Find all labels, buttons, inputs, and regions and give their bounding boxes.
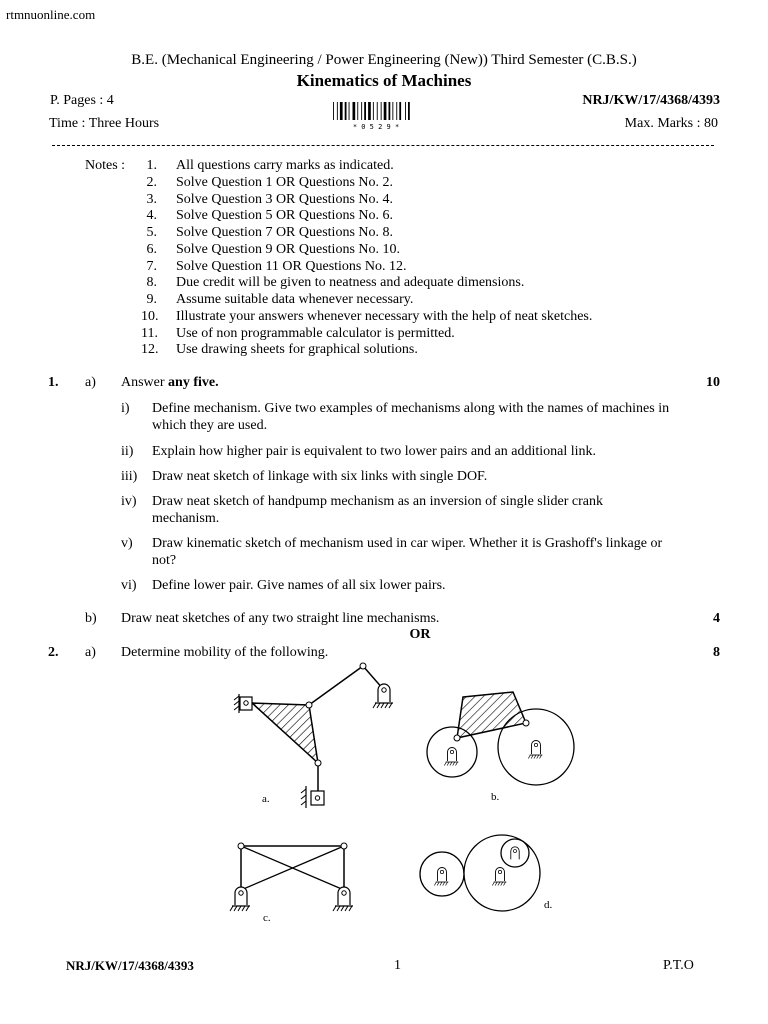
figure-b-label: b.: [491, 791, 500, 803]
q1b-label: b): [85, 611, 97, 626]
note-text: Assume suitable data whenever necessary.: [176, 292, 414, 307]
note-text: Due credit will be given to neatness and adequate dimensions.: [176, 275, 525, 291]
max-marks: Max. Marks : 80: [624, 116, 718, 131]
note-number: 6.: [146, 241, 157, 257]
note-text: Solve Question 5 OR Questions No. 6.: [176, 208, 393, 224]
notes-label: Notes :: [85, 158, 126, 173]
subpart-text: Define lower pair. Give names of all six lower pairs.: [152, 578, 446, 593]
subpart-text: Draw neat sketch of handpump mechanism as an inversion of single slider crank mechanism.: [152, 494, 603, 526]
subpart-text: Draw kinematic sketch of mechanism used in car wiper. Whether it is Grashoff's linkage or not?: [152, 536, 663, 568]
note-number: 8.: [146, 275, 157, 291]
note-text: Solve Question 1 OR Questions No. 2.: [176, 174, 393, 190]
q1-number: 1.: [48, 375, 59, 390]
note-text: Solve Question 9 OR Questions No. 10.: [176, 241, 400, 257]
note-text: Solve Question 3 OR Questions No. 4.: [176, 191, 393, 207]
note-number: 1.: [146, 158, 157, 173]
note-number: 5.: [146, 225, 157, 240]
paper-code: NRJ/KW/17/4368/4393: [582, 93, 720, 108]
or-separator: OR: [409, 627, 431, 642]
subpart-number: i): [121, 401, 130, 416]
note-text: All questions carry marks as indicated.: [176, 158, 394, 173]
figure-d: [420, 835, 540, 911]
subpart-text: Draw neat sketch of linkage with six links with single DOF.: [152, 469, 488, 484]
figure-c: [230, 843, 353, 911]
note-text: Use drawing sheets for graphical solutions.: [176, 342, 418, 358]
note-text: Use of non programmable calculator is permitted.: [176, 325, 455, 341]
note-number: 4.: [146, 208, 157, 224]
note-text: Solve Question 11 OR Questions No. 12.: [176, 258, 407, 274]
q1a-label: a): [85, 375, 96, 390]
q1b-text: Draw neat sketches of any two straight line mechanisms.: [121, 611, 440, 626]
subpart-number: v): [121, 536, 133, 551]
site-url[interactable]: rtmnuonline.com: [6, 7, 96, 22]
q2a-marks: 8: [713, 645, 720, 660]
note-number: 10.: [141, 308, 159, 324]
barcode-text: * 0 5 2 9 *: [352, 123, 400, 130]
note-number: 3.: [146, 191, 157, 207]
subject-title: Kinematics of Machines: [296, 71, 472, 90]
figure-d-label: d.: [544, 899, 553, 911]
figure-c-label: c.: [263, 912, 271, 924]
figure-b: [427, 692, 574, 785]
pages-count: P. Pages : 4: [50, 93, 114, 108]
page-number: 1: [394, 958, 401, 973]
subpart-number: ii): [121, 444, 134, 459]
note-number: 12.: [141, 342, 159, 358]
footer-code: NRJ/KW/17/4368/4393: [66, 958, 194, 973]
note-text: Illustrate your answers whenever necessary with the help of neat sketches.: [176, 308, 593, 324]
subpart-number: vi): [121, 578, 137, 593]
q1a-marks: 10: [706, 375, 720, 390]
q2-number: 2.: [48, 645, 59, 660]
pto-label: P.T.O: [663, 958, 694, 973]
note-text: Solve Question 7 OR Questions No. 8.: [176, 225, 393, 240]
q2a-label: a): [85, 645, 96, 660]
note-number: 11.: [141, 325, 158, 341]
q1b-marks: 4: [713, 611, 720, 626]
q1a-prompt: Answer any five.: [121, 375, 219, 390]
subpart-text: Define mechanism. Give two examples of mechanisms along with the names of machines in which they are used.: [152, 401, 670, 433]
q2a-text: Determine mobility of the following.: [121, 645, 329, 660]
exam-time: Time : Three Hours: [49, 116, 160, 131]
note-number: 7.: [146, 258, 157, 274]
figure-a: [234, 663, 393, 808]
course-line: B.E. (Mechanical Engineering / Power Engineering (New)) Third Semester (C.B.S.): [131, 52, 637, 68]
subpart-number: iii): [121, 469, 138, 484]
subpart-number: iv): [121, 494, 137, 509]
subpart-text: Explain how higher pair is equivalent to two lower pairs and an additional link.: [152, 444, 597, 459]
note-number: 9.: [146, 292, 157, 307]
note-number: 2.: [146, 174, 157, 190]
figure-a-label: a.: [262, 793, 270, 805]
